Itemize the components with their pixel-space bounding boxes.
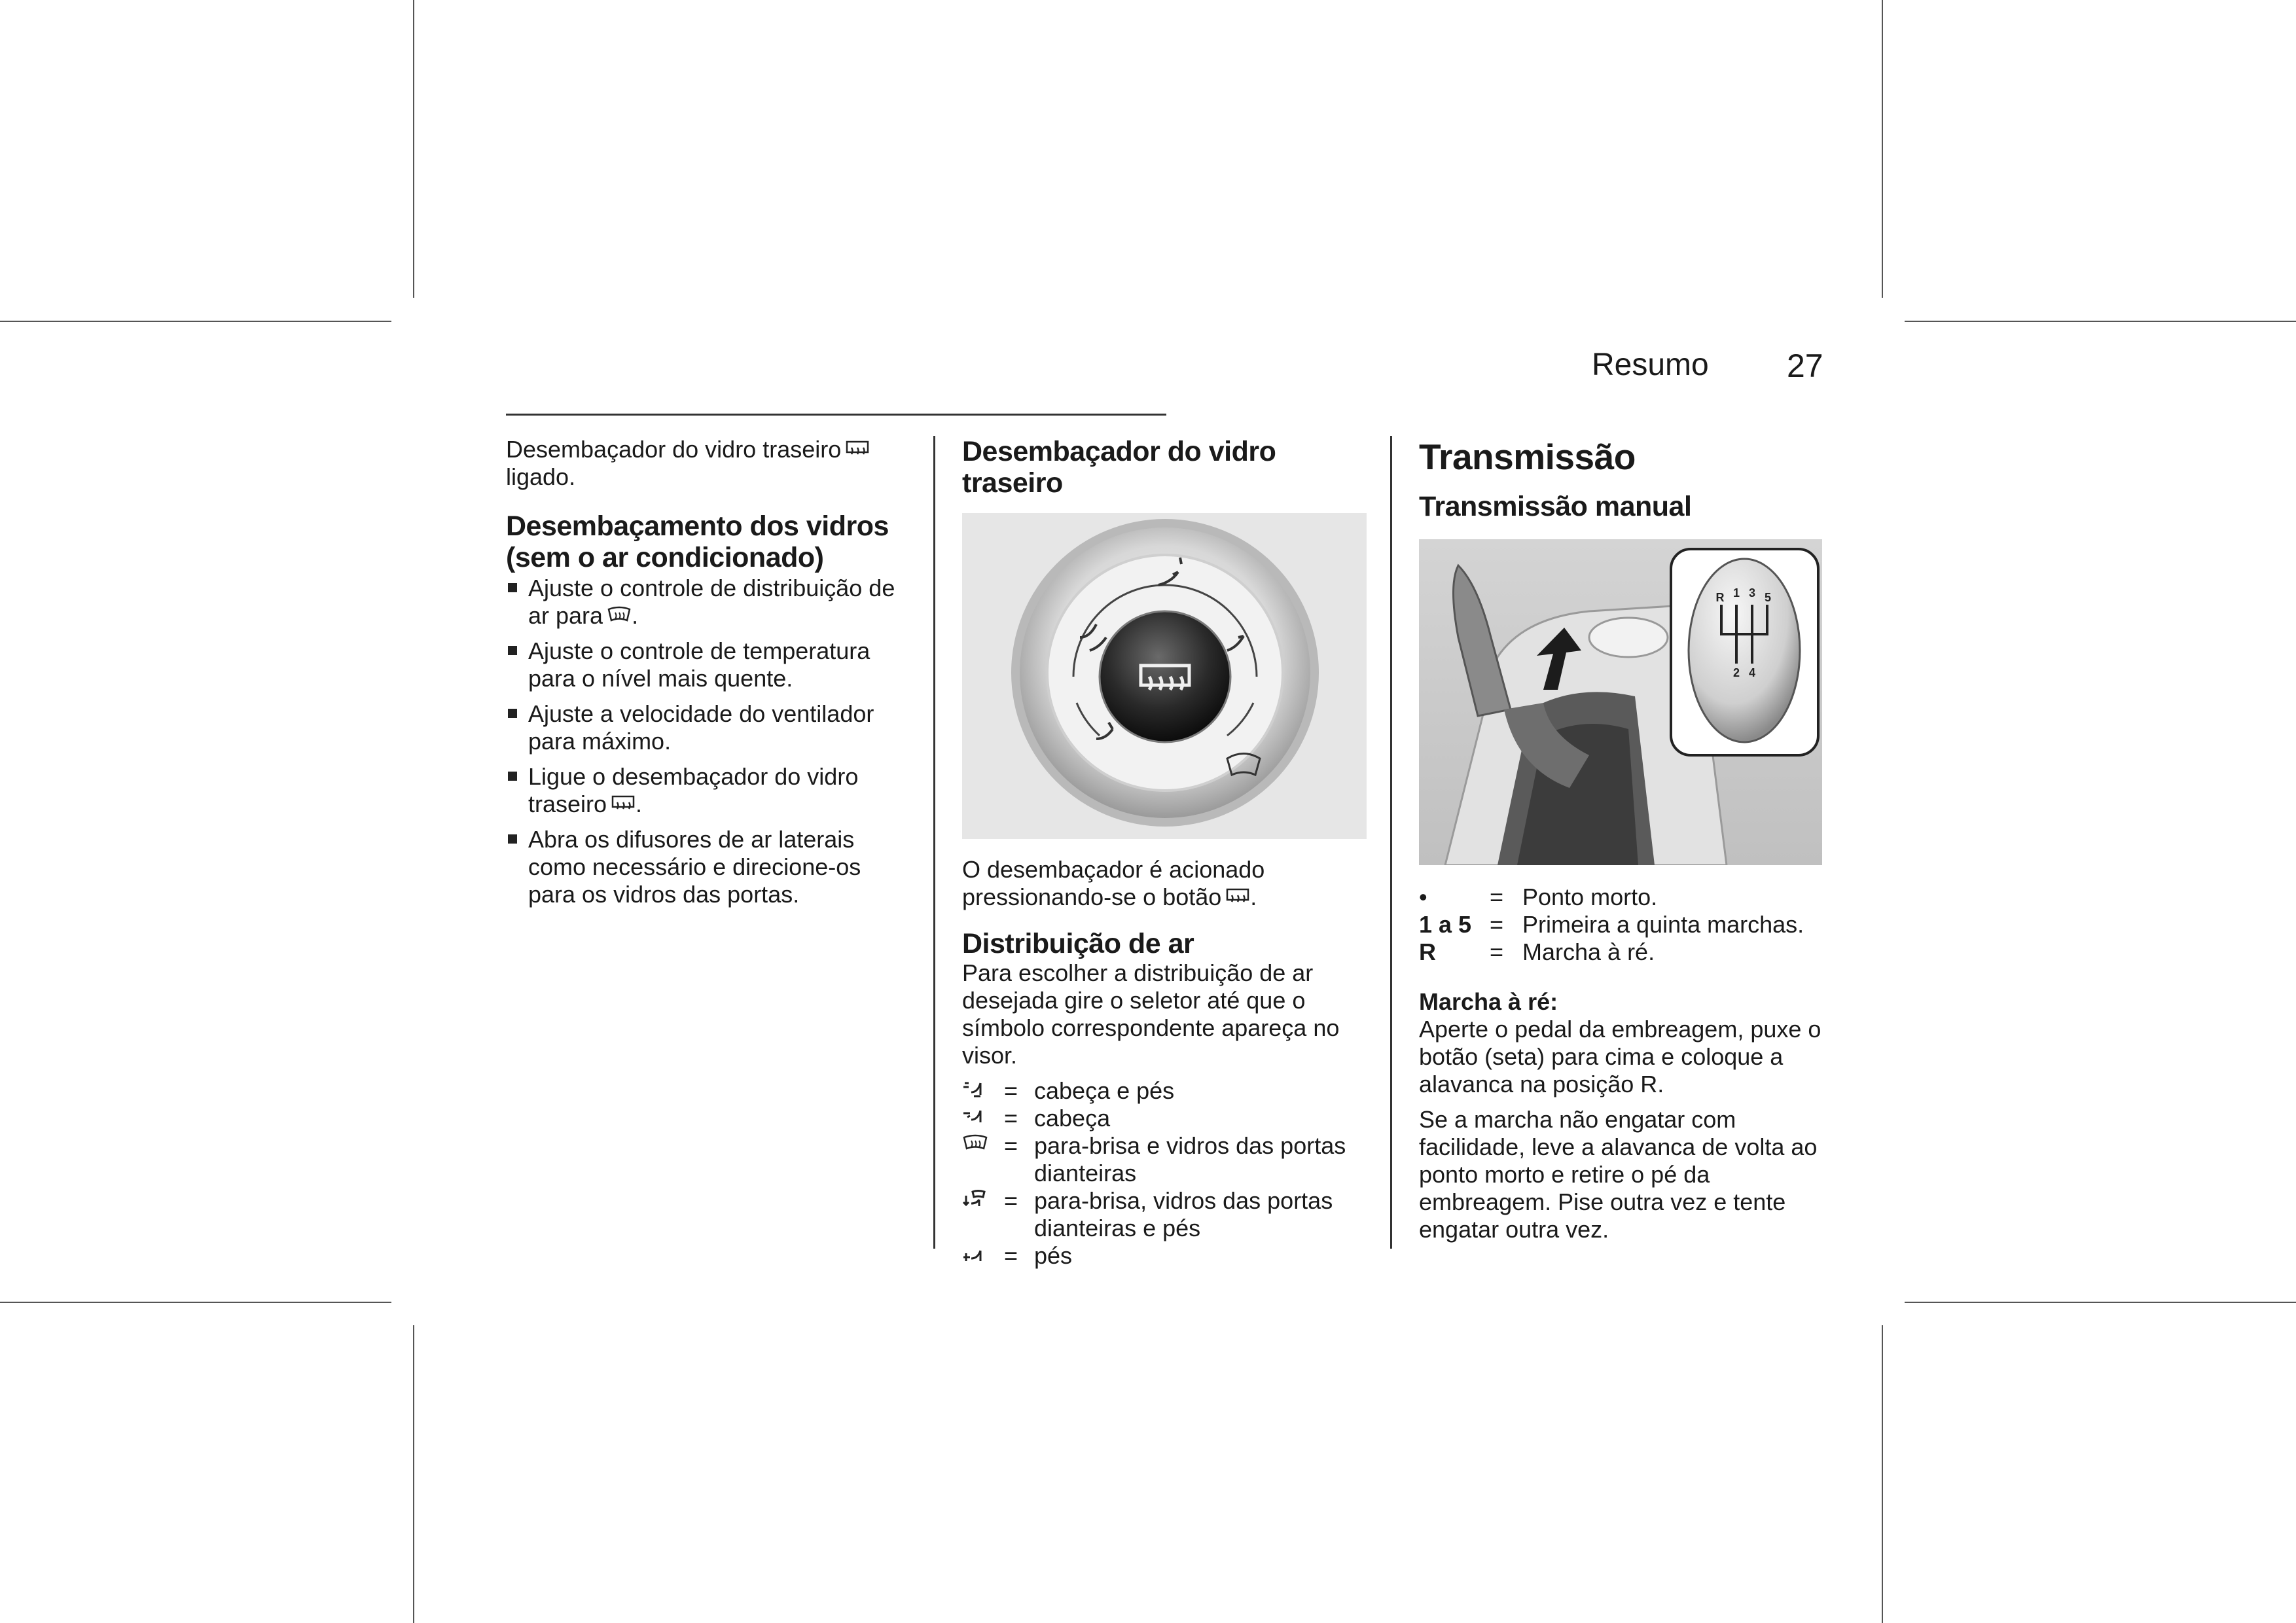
header-rule bbox=[506, 414, 1166, 416]
legend-row: = para-brisa, vidros das portas dianteiras e pés bbox=[962, 1187, 1368, 1242]
page-number: 27 bbox=[1787, 348, 1823, 384]
column-3 bbox=[1419, 436, 1825, 1243]
gear-lever-photo bbox=[1419, 539, 1822, 865]
gear-legend bbox=[1419, 883, 1825, 966]
section-heading: Distribuição de ar bbox=[962, 928, 1194, 959]
legend-row: 1 a 5 = Primeira a quinta marchas. bbox=[1419, 911, 1804, 938]
shift-label: 3 bbox=[1748, 586, 1756, 599]
legend-row: R = Marcha à ré. bbox=[1419, 938, 1655, 965]
windshield-icon bbox=[607, 606, 632, 626]
list-item: Abra os difusores de ar laterais como necessário e direcione-os para os vidros das portas. bbox=[506, 826, 912, 908]
legend-row: • = Ponto morto. bbox=[1419, 883, 1658, 910]
subsection-heading: Marcha à ré: bbox=[1419, 988, 1558, 1015]
list-item: Ajuste a velocidade do ventilador para máximo. bbox=[506, 700, 912, 755]
rear-defrost-icon bbox=[611, 794, 636, 814]
list-item: Ajuste o controle de distribuição de ar para . bbox=[506, 575, 912, 630]
airflow-legend bbox=[962, 1077, 1368, 1270]
shift-label: R bbox=[1715, 591, 1725, 604]
crop-mark bbox=[413, 0, 414, 298]
body-text: Para escolher a distribuição de ar desejada gire o seletor até que o símbolo correspondente apareça no visor. bbox=[962, 959, 1340, 1069]
legend-row: = pés bbox=[962, 1242, 1368, 1270]
head-icon bbox=[962, 1107, 988, 1126]
windshield-icon bbox=[962, 1134, 988, 1154]
list-item: Ajuste o controle de temperatura para o nível mais quente. bbox=[506, 637, 912, 692]
crop-mark bbox=[1882, 1325, 1883, 1623]
windshield-feet-icon bbox=[962, 1189, 988, 1209]
bullet-list bbox=[506, 575, 912, 908]
shift-label: 5 bbox=[1764, 591, 1772, 604]
crop-mark bbox=[413, 1325, 414, 1623]
body-text: Aperte o pedal da embreagem, puxe o botão (seta) para cima e coloque a alavanca na posição R. bbox=[1419, 1016, 1821, 1097]
column-2 bbox=[962, 436, 1368, 1270]
rear-defrost-icon bbox=[1225, 887, 1250, 907]
section-heading: Desembaçador do vidro traseiro bbox=[962, 436, 1276, 499]
crop-mark bbox=[1882, 0, 1883, 298]
shift-label: 1 bbox=[1732, 586, 1740, 599]
legend-row: = cabeça bbox=[962, 1105, 1368, 1132]
crop-mark bbox=[0, 1302, 391, 1303]
caption-text: O desembaçador é acionado pressionando-se o botão . bbox=[962, 856, 1265, 910]
section-title: Resumo bbox=[1592, 348, 1709, 382]
crop-mark bbox=[1905, 1302, 2296, 1303]
column-divider bbox=[933, 436, 935, 1249]
legend-row: = cabeça e pés bbox=[962, 1077, 1368, 1105]
rear-defrost-icon bbox=[845, 440, 870, 459]
legend-row: = para-brisa e vidros das portas dianteiras bbox=[962, 1132, 1368, 1187]
feet-icon bbox=[962, 1244, 988, 1264]
section-heading: Desembaçamento dos vidros (sem o ar condicionado) bbox=[506, 510, 889, 573]
crop-mark bbox=[1905, 321, 2296, 322]
intro-text: Desembaçador do vidro traseiro ligado. bbox=[506, 436, 912, 491]
chapter-heading: Transmissão bbox=[1419, 437, 1636, 477]
head-feet-icon bbox=[962, 1079, 988, 1099]
column-1 bbox=[506, 436, 912, 916]
shift-label: 2 bbox=[1732, 666, 1740, 679]
section-heading: Transmissão manual bbox=[1419, 491, 1692, 522]
crop-mark bbox=[0, 321, 391, 322]
column-divider bbox=[1390, 436, 1392, 1249]
body-text: Se a marcha não engatar com facilidade, leve a alavanca de volta ao ponto morto e retire o pé da embreagem. Pise outra vez e tente engatar outra vez. bbox=[1419, 1106, 1818, 1243]
climate-dial-photo bbox=[962, 513, 1367, 839]
shift-label: 4 bbox=[1748, 666, 1756, 679]
list-item: Ligue o desembaçador do vidro traseiro . bbox=[506, 763, 912, 818]
